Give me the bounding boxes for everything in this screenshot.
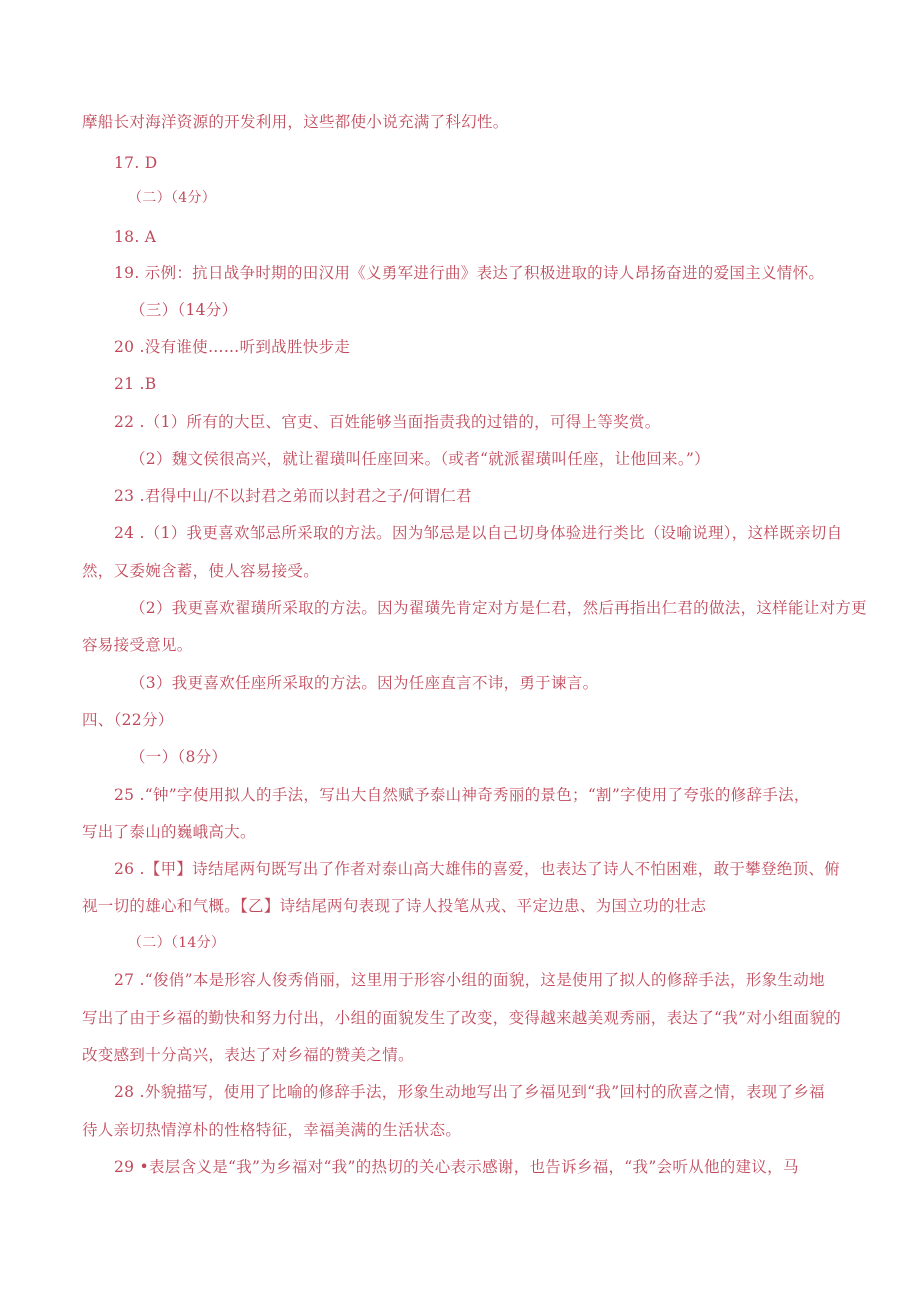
answer-23: 23 .君得中山/不以封君之弟而以封君之子/何谓仁君: [114, 487, 472, 505]
answer-21: 21 .B: [114, 375, 157, 393]
answer-29: 29 •表层含义是“我”为乡福对“我”的热切的关心表示感谢，也告诉乡福，“我”会听从他的建议，马: [114, 1158, 799, 1176]
answer-22: 22 .（1）所有的大臣、官吏、百姓能够当面指责我的过错的，可得上等奖赏。: [114, 413, 661, 431]
answer-18: 18. A: [114, 228, 157, 246]
text-line: 改变感到十分高兴，表达了对乡福的赞美之情。: [82, 1046, 414, 1064]
text-line: 然，又委婉含蓄，使人容易接受。: [82, 562, 320, 580]
answer-17: 17. D: [114, 154, 158, 172]
text-line: 容易接受意见。: [82, 636, 193, 654]
section-heading: （一）（8分）: [130, 748, 228, 766]
answer-26: 26 .【甲】诗结尾两句既写出了作者对泰山高大雄伟的喜爱，也表达了诗人不怕困难，敢于攀登绝顶、俯: [114, 860, 840, 878]
answer-25: 25 .“钟”字使用拟人的手法，写出大自然赋予泰山神奇秀丽的景色；“割”字使用了夸张的修辞手法，: [114, 786, 810, 804]
section-heading: （二）（14分）: [128, 935, 226, 951]
text-line: 写出了由于乡福的勤快和努力付出，小组的面貌发生了改变，变得越来越美观秀丽，表达了“我”对小组面貌的: [82, 1009, 842, 1027]
text-line: 视一切的雄心和气概。【乙】诗结尾两句表现了诗人投笔从戎、平定边患、为国立功的壮志: [82, 897, 707, 915]
answer-27: 27 .“俊俏”本是形容人俊秀俏丽，这里用于形容小组的面貌，这是使用了拟人的修辞手法，形象生动地: [114, 971, 825, 989]
answer-24-part2: （2）我更喜欢翟璜所采取的方法。因为翟璜先肯定对方是仁君，然后再指出仁君的做法，这样能让对方更: [130, 599, 867, 617]
answer-19: 19. 示例：抗日战争时期的田汉用《义勇军进行曲》表达了积极进取的诗人昂扬奋进的爱国主义情怀。: [114, 264, 825, 282]
answer-28: 28 .外貌描写，使用了比喻的修辞手法，形象生动地写出了乡福见到“我”回村的欣喜之情，表现了乡福: [114, 1083, 825, 1101]
section-heading: （二）（4分）: [128, 190, 217, 206]
answer-20: 20 .没有谁使……听到战胜快步走: [114, 338, 351, 356]
text-line: 待人亲切热情淳朴的性格特征，幸福美满的生活状态。: [82, 1121, 462, 1139]
section-heading: 四、（22分）: [82, 711, 174, 729]
text-line: 写出了泰山的巍峨高大。: [82, 823, 256, 841]
section-heading: （三）（14分）: [130, 301, 238, 319]
answer-24-part3: （3）我更喜欢任座所采取的方法。因为任座直言不讳，勇于谏言。: [130, 674, 599, 692]
text-line: 摩船长对海洋资源的开发利用，这些都使小说充满了科幻性。: [82, 113, 509, 131]
answer-24: 24 .（1）我更喜欢邹忌所采取的方法。因为邹忌是以自己切身体验进行类比（设喻说理），这样既亲切自: [114, 524, 843, 542]
answer-22-part2: （2）魏文侯很高兴，就让翟璜叫任座回来。（或者“就派翟璜叫任座，让他回来。”）: [130, 450, 710, 468]
